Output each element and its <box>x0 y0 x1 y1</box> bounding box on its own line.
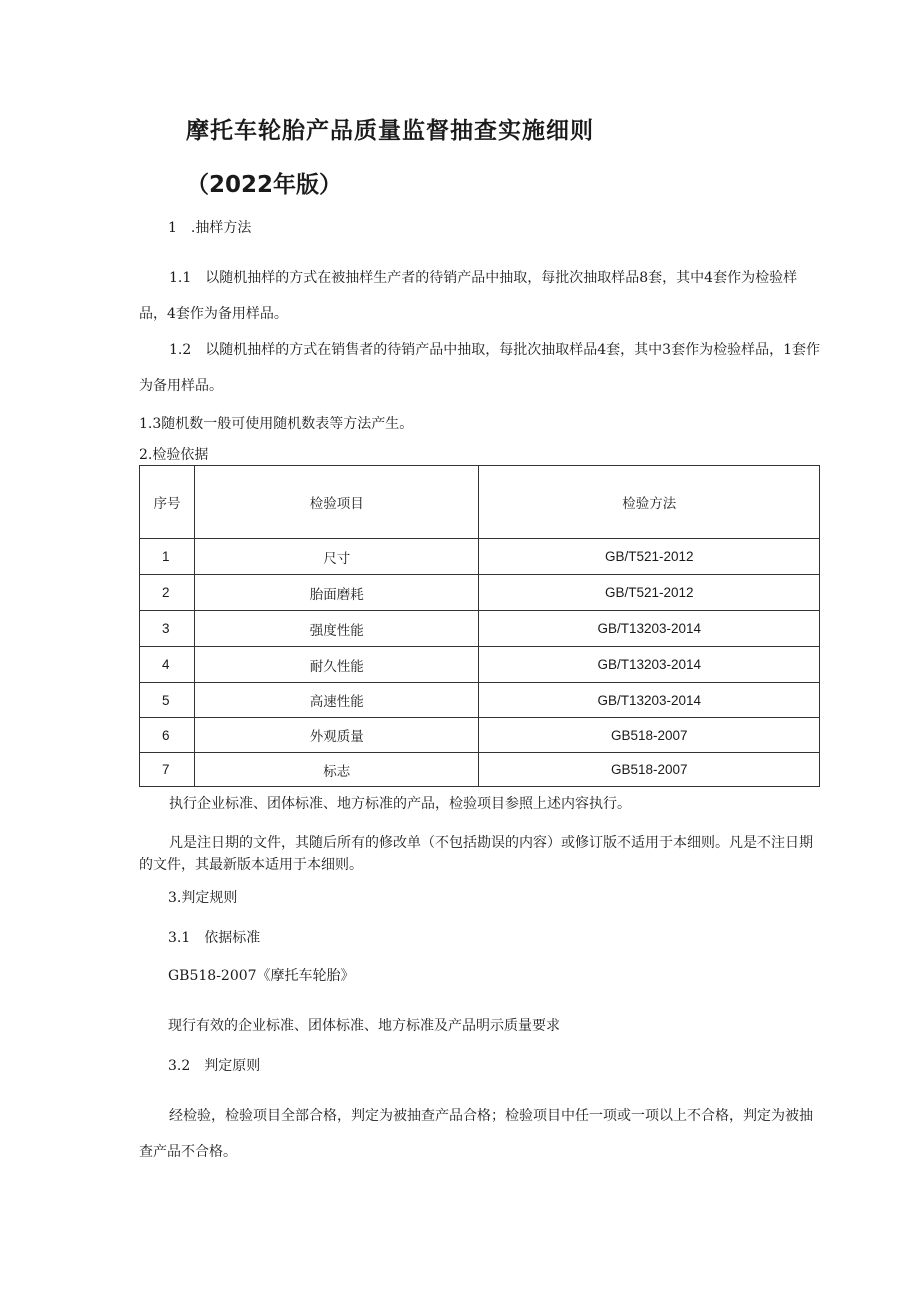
header-item: 检验项目 <box>194 466 479 539</box>
row-method: GB518-2007 <box>479 753 820 787</box>
row-serial: 4 <box>140 647 195 683</box>
table-row <box>140 575 820 611</box>
table-row <box>140 753 820 787</box>
section-1-heading: 1 .抽样方法 <box>168 220 252 236</box>
table-row <box>140 647 820 683</box>
row-item: 高速性能 <box>194 683 479 718</box>
row-item: 强度性能 <box>194 611 479 647</box>
clause-3-1: 3.1 依据标准 <box>168 930 261 946</box>
note-dated-references: 凡是注日期的文件，其随后所有的修改单（不包括勘误的内容）或修订版不适用于本细则。凡是不注日期的文件，其最新版本适用于本细则。 <box>139 835 813 873</box>
row-item: 标志 <box>194 753 479 787</box>
note-enterprise-standards: 执行企业标准、团体标准、地方标准的产品，检验项目参照上述内容执行。 <box>169 796 631 812</box>
table-row <box>140 611 820 647</box>
row-serial: 5 <box>140 683 195 718</box>
row-item: 外观质量 <box>194 718 479 753</box>
row-method: GB/T13203-2014 <box>479 647 820 683</box>
table-header-row <box>140 466 820 539</box>
document-edition: （2022年版） <box>186 172 343 198</box>
row-serial: 2 <box>140 575 195 611</box>
section-2-heading: 2.检验依据 <box>139 447 209 463</box>
inspection-table <box>139 465 820 787</box>
clause-1-1: 1.1 以随机抽样的方式在被抽样生产者的待销产品中抽取，每批次抽取样品8套，其中4套作为检验样品，4套作为备用样品。 <box>139 270 798 322</box>
row-item: 胎面磨耗 <box>194 575 479 611</box>
row-method: GB/T521-2012 <box>479 575 820 611</box>
standard-reference-2: 现行有效的企业标准、团体标准、地方标准及产品明示质量要求 <box>168 1018 560 1034</box>
row-serial: 6 <box>140 718 195 753</box>
section-3-heading: 3.判定规则 <box>168 890 238 906</box>
row-method: GB/T521-2012 <box>479 539 820 575</box>
clause-3-2: 3.2 判定原则 <box>168 1058 261 1074</box>
header-serial: 序号 <box>140 466 195 539</box>
clause-1-2: 1.2 以随机抽样的方式在销售者的待销产品中抽取，每批次抽取样品4套，其中3套作为检验样品，1套作为备用样品。 <box>139 342 820 394</box>
header-method: 检验方法 <box>479 466 820 539</box>
row-item: 尺寸 <box>194 539 479 575</box>
row-method: GB518-2007 <box>479 718 820 753</box>
row-serial: 1 <box>140 539 195 575</box>
row-method: GB/T13203-2014 <box>479 611 820 647</box>
table-row <box>140 683 820 718</box>
document-title: 摩托车轮胎产品质量监督抽查实施细则 <box>186 118 594 144</box>
row-serial: 7 <box>140 753 195 787</box>
judgement-rule: 经检验，检验项目全部合格，判定为被抽查产品合格；检验项目中任一项或一项以上不合格，判定为被抽查产品不合格。 <box>139 1108 813 1160</box>
clause-1-3: 1.3随机数一般可使用随机数表等方法产生。 <box>139 416 414 432</box>
standard-reference: GB518-2007《摩托车轮胎》 <box>168 968 355 984</box>
row-item: 耐久性能 <box>194 647 479 683</box>
row-method: GB/T13203-2014 <box>479 683 820 718</box>
table-row <box>140 718 820 753</box>
table-row <box>140 539 820 575</box>
row-serial: 3 <box>140 611 195 647</box>
